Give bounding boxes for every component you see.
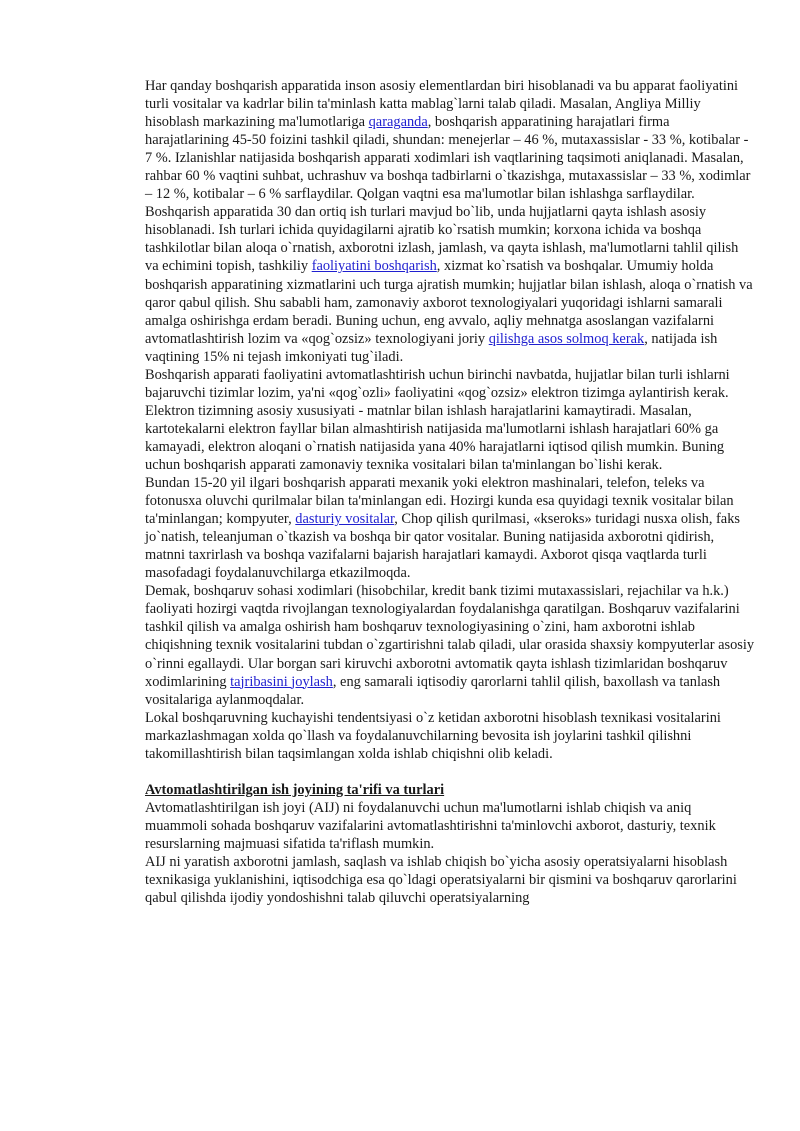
link-qaraganda[interactable]: qaraganda <box>368 114 428 131</box>
document-body <box>145 77 755 907</box>
link-faoliyatini-boshqarish[interactable]: faoliyatini boshqarish <box>311 258 437 275</box>
paragraph-2 <box>145 203 755 365</box>
link-dasturiy-vositalar[interactable]: dasturiy vositalar <box>295 511 395 528</box>
paragraph-text: , boshqarish apparatining harajatlari firma harajatlarining 45-50 foizini tashkil qiladi, shundan: menejerlar – 46 %, mutaxassislar - 33 %, kotibalar - 7 %. Izlanishlar natijasida boshqarish apparati xodimlari ish vaqtlarining taqsimoti aniqlanadi. Masalan, rahbar 60 % vaqtini suhbat, uchrashuv va boshqa tadbirlarni o`tkazishga, mutaxassislar – 33 %, xodimlar – 12 %, kotibalar – 6 % sarflaydilar. Qolgan vaqtni esa ma'lumotlar bilan ishlashga sarflaydilar. <box>145 114 751 203</box>
link-tajribasini-joylash[interactable]: tajribasini joylash <box>230 673 333 690</box>
spacer <box>145 763 755 781</box>
paragraph-8: Avtomatlashtirilgan ish joyi (AIJ) ni foydalanuvchi uchun ma'lumotlarni ishlab chiqish va aniq muammoli sohada boshqaruv vazifalarini avtomatlashtirishni ta'minlovchi axborot, dasturiy, texnik resurslarning majmuasi sifatida ta'riflash mumkin. <box>145 799 716 852</box>
paragraph-text: Demak, boshqaruv sohasi xodimlari (hisobchilar, kredit bank tizimi mutaxassislari, rejachilar va h.k.) faoliyati hozirgi vaqtda rivojlangan texnologiyalardan foydalanishga qaratilgan. Boshqaruv vazifalarini tashkil qilish va amalga oshirish ham boshqaruv texnologiyasining o`zini, ham axborotni ishlab chiqishning texnik vositalarini tubdan o`zgartirishni talab qiladi, ular orasida shaxsiy kompyuterlar asosiy o`rinni egallaydi. Ular borgan sari kiruvchi axborotni avtomatik qayta ishlash tizimlaridan boshqaruv xodimlarining <box>145 583 755 690</box>
paragraph-text: , xizmat ko`rsatish va boshqalar. Umumiy holda boshqarish apparatining xizmatlarini uch turga ajratish mumkin; hujjatlar bilan ishlash, aloqa o`rnatish va qaror qabul qilish. Shu sababli ham, zamonaviy axborot texnologiyalari yuqoridagi ishlarni samarali amalga oshirishga erdam beradi. Buning uchun, eng avvalo, aqliy mehnatga asoslangan vazifalarni avtomatlashtirish lozim va «qog`ozsiz» texnologiyani joriy <box>145 258 753 347</box>
paragraph-text: Bundan 15-20 yil ilgari boshqarish apparati mexanik yoki elektron mashinalari, telefon, teleks va fotonusxa oluvchi qurilmalar bilan ta'minlangan edi. Hozirgi kunda esa quyidagi texnik vositalar bilan ta'minlangan; kompyuter, <box>145 475 734 528</box>
paragraph-1 <box>145 77 755 203</box>
paragraph-3: Boshqarish apparati faoliyatini avtomatlashtirish uchun birinchi navbatda, hujjatlar bilan turli ishlarni bajaruvchi tizimlar lozim, ya'ni «qog`ozli» faoliyatini «qog`ozsiz» elektron tizimga aylantirish kerak. <box>145 366 730 401</box>
paragraph-text: , eng samarali iqtisodiy qarorlarni tahlil qilish, baxollash va tanlash vositalariga aylanmoqdalar. <box>145 673 721 708</box>
paragraph-7: Lokal boshqaruvning kuchayishi tendentsiyasi o`z ketidan axborotni hisoblash texnikasi vositalarini markazlashmagan xolda qo`llash va foydalanuvchilarning bevosita ish joylarini tashkil qilishni takomillashtirish bilan taqsimlangan xolda ishlab chiqishni olib keladi. <box>145 709 721 762</box>
paragraph-5 <box>145 474 755 582</box>
paragraph-text: , natijada ish vaqtining 15% ni tejash imkoniyati tug`iladi. <box>145 330 718 365</box>
paragraph-text: Boshqarish apparatida 30 dan ortiq ish turlari mavjud bo`lib, unda hujjatlarni qayta ishlash asosiy hisoblanadi. Ish turlari ichida quyidagilarni ajratib ko`rsatish mumkin; korxona ichida va boshqa tashkilotlar bilan aloqa o`rnatish, axborotni izlash, jamlash, va qayta ishlash, ma'lumotlarni tahlil qilish va echimini topish, tashkiliy <box>145 204 739 275</box>
section-heading: Avtomatlashtirilgan ish joyining ta'rifi va turlari <box>145 781 445 798</box>
paragraph-6 <box>145 582 755 708</box>
paragraph-text: , Chop qilish qurilmasi, «kseroks» turidagi nusxa olish, faks jo`natish, teleanjuman o`tkazish va boshqa bir qator vositalar. Buning natijasida axborotni qidirish, matnni taxrirlash va boshqa vazifalarni bajarish harajatlari kamaydi. Axborot qisqa vaqtlarda turli masofadagi foydalanuvchilarga etkazilmoqda. <box>145 511 740 582</box>
paragraph-4: Elektron tizimning asosiy xususiyati - matnlar bilan ishlash harajatlarini kamaytiradi. Masalan, kartotekalarni elektron fayllar bilan almashtirish natijasida ma'lumotlarni ishlash harajatlari 60% ga kamayadi, elektron aloqani o`rnatish natijasida yana 40% harajatlarni iqtisod qilish mumkin. Buning uchun boshqarish apparati zamonaviy texnika vositalari bilan ta'minlangan bo`lishi kerak. <box>145 402 725 473</box>
paragraph-9: AIJ ni yaratish axborotni jamlash, saqlash va ishlab chiqish bo`yicha asosiy operatsiyalarni hisoblash texnikasiga yuklanishini, iqtisodchiga esa qo`ldagi operatsiyalarni bir qismini va boshqaruv qarorlarini qabul qilishda ijodiy yondoshishni talab qiluvchi operatsiyalarning <box>145 853 737 907</box>
paragraph-text: Har qanday boshqarish apparatida inson asosiy elementlardan biri hisoblanadi va bu apparat faoliyatini turli vositalar va kadrlar bilin ta'minlash katta mablag`larni talab qiladi. Masalan, Angliya Milliy hisoblash markazining ma'lumotlariga <box>145 78 739 131</box>
link-qilishga-asos-solmoq-kerak[interactable]: qilishga asos solmoq kerak <box>488 330 645 347</box>
